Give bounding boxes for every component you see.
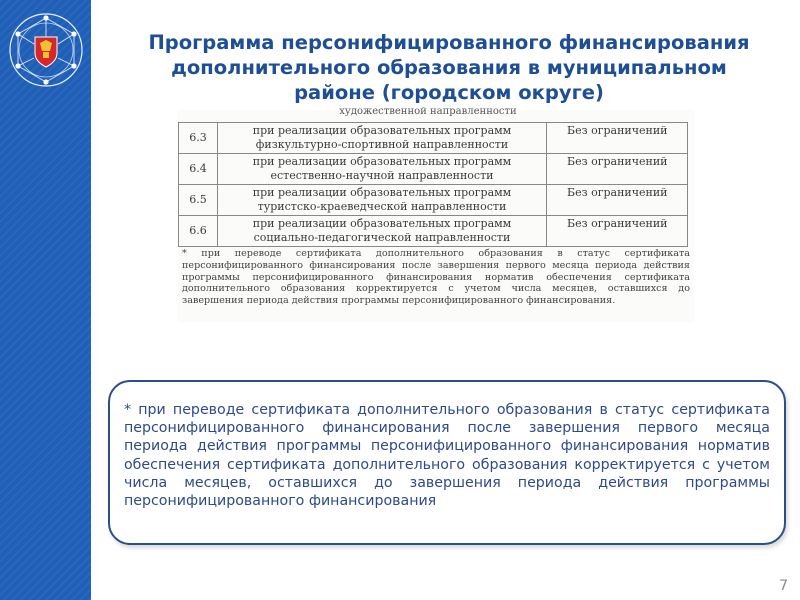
row-number: 6.6 — [179, 216, 218, 247]
slide-title-line: дополнительного образования в муниципальном — [171, 56, 727, 79]
slide-title — [118, 30, 780, 105]
slide-title-line: Программа персонифицированного финансирования — [148, 31, 750, 54]
row-description: при реализации образовательных программ туристско-краеведческой направленности — [218, 185, 547, 216]
footnote-callout — [108, 380, 786, 545]
sidebar-band — [0, 0, 91, 600]
row-description: при реализации образовательных программ физкультурно-спортивной направленности — [218, 123, 547, 154]
row-number: 6.4 — [179, 154, 218, 185]
norms-table — [178, 122, 688, 247]
row-limit: Без ограничений — [547, 216, 688, 247]
row-limit: Без ограничений — [547, 123, 688, 154]
table-row — [179, 123, 688, 154]
row-limit: Без ограничений — [547, 154, 688, 185]
row-limit: Без ограничений — [547, 185, 688, 216]
table-footnote: * при переводе сертификата дополнительного образования в статус сертификата персонифицированного финансирования после завершения первого месяца периода действия программы персонифицированного финансирования норматив обеспечения сертификата дополнительного образования корректируется с учетом числа месяцев, оставшихся до завершения периода действия программы персонифицированного финансирования. — [182, 248, 690, 307]
row-description: при реализации образовательных программ социально-педагогической направленности — [218, 216, 547, 247]
row-description: при реализации образовательных программ естественно-научной направленности — [218, 154, 547, 185]
table-row — [179, 154, 688, 185]
callout-text: * при переводе сертификата дополнительного образования в статус сертификата персонифицированного финансирования после завершения первого месяца периода действия программы персонифицированного финансирования норматив обеспечения сертификата дополнительного образования корректируется с учетом числа месяцев, оставшихся до завершения периода действия программы персонифицированного финансирования — [124, 402, 770, 510]
page-number: 7 — [779, 578, 788, 594]
row-number: 6.3 — [179, 123, 218, 154]
slide-title-line: районе (городском округе) — [294, 81, 604, 104]
row-number: 6.5 — [179, 185, 218, 216]
network-emblem-icon — [4, 10, 88, 90]
table-row — [179, 216, 688, 247]
table-partial-row: художественной направленности — [339, 107, 517, 116]
table-row — [179, 185, 688, 216]
scanned-table-excerpt — [178, 107, 694, 322]
